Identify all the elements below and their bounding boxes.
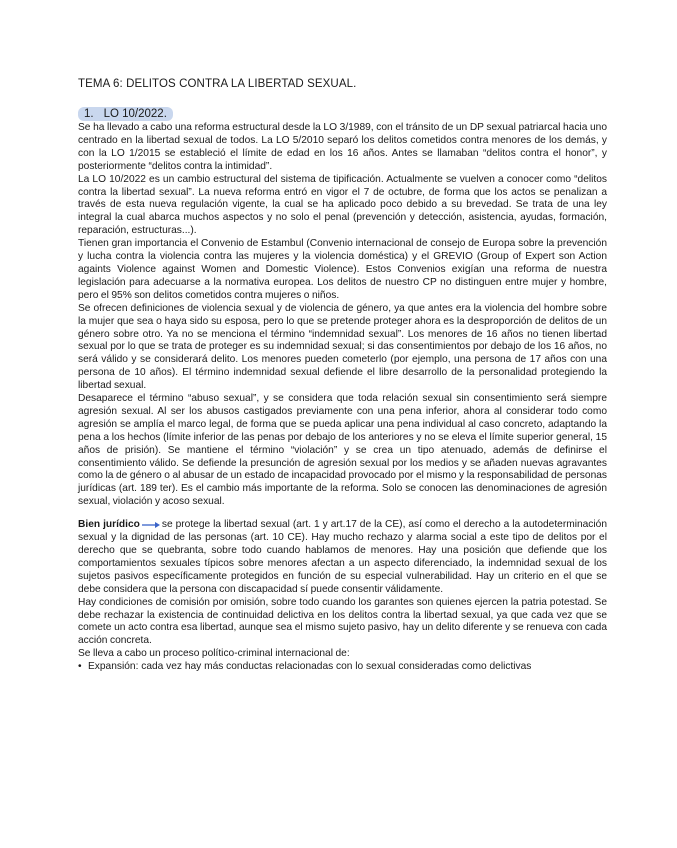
- bien-juridico-text: se protege la libertad sexual (art. 1 y art.17 de la CE), así como el derecho a la autodeterminación sexual y la dignidad de las personas (art. 10 CE). Hay mucho rechazo y alarma social a este tipo de delitos por el derecho que se quebranta, sobre todo cuando hablamos de menores. Hay una posición que defiende que los comportamientos sexuales típicos sobre menores afectan a un aspecto diferenciado, la indemnidad sexual de los sujetos pasivos específicamente protegidos en función de su especial vulnerabilidad. Hay un criterio en el que se debe considera que la persona con discapacidad sí puede consentir válidamente.: [78, 519, 607, 595]
- section-label: LO 10/2022.: [103, 108, 167, 120]
- paragraph: Se ha llevado a cabo una reforma estructural desde la LO 3/1989, con el tránsito de un DP sexual patriarcal hacia uno centrado en la libertad sexual de todos. La LO 5/2010 separó los delitos cometidos contra menores de los demás, y con la LO 1/2015 se estableció el límite de edad en los 16 años. Antes se llamaban “delitos contra el honor”, y posteriormente “delitos contra la intimidad”.: [78, 122, 607, 172]
- paragraph: Hay condiciones de comisión por omisión, sobre todo cuando los garantes son quienes ejercen la patria potestad. Se debe rechazar la existencia de continuidad delictiva en los delitos contra la libertad sexual, ya que cada vez que se comete un acto contra esa libertad, aunque sea el mismo sujeto pasivo, hay un delito diferente y se renueva con cada acción concreta.: [78, 596, 607, 647]
- spacer: [78, 509, 607, 519]
- paragraph: Se ofrecen definiciones de violencia sexual y de violencia de género, ya que antes era la violencia del hombre sobre la mujer que sea o haya sido su esposa, pero lo que se pretende proteger ahora es la desproporción de delitos de un género sobre otro. Ya no se menciona el término “indemnidad sexual”. Los menores de 16 años no tienen libertad sexual por lo que se trata de proteger es su indemnidad sexual; si das consentimientos por debajo de los 16 años, no será válido y se considerará delito. Los menores pueden cometerlo (por ejemplo, una persona de 17 años con una persona de 10 años). El término indemnidad sexual defiende el libre desarrollo de la personalidad protegiendo la libertad sexual.: [78, 302, 607, 392]
- arrow-right-icon: [141, 521, 161, 529]
- document-title: TEMA 6: DELITOS CONTRA LA LIBERTAD SEXUAL.: [78, 78, 357, 90]
- paragraph: Se lleva a cabo un proceso político-criminal internacional de:: [78, 648, 350, 660]
- paragraph: La LO 10/2022 es un cambio estructural del sistema de tipificación. Actualmente se vuelven a conocer como “delitos contra la libertad sexual”. La nueva reforma entró en vigor el 7 de octubre, de forma que los actos se penalizan a través de esta nueva regulación vigente, la cual se ha aplicado poco debido a su brevedad. Se trata de una ley integral la cual abarca muchos aspectos y no solo el penal (prevención y detección, asistencia, ayudas, formación, reparación, estructuras...).: [78, 173, 607, 237]
- list-item-text: Expansión: cada vez hay más conductas relacionadas con lo sexual consideradas como delictivas: [88, 661, 532, 673]
- bullet-icon: •: [78, 661, 82, 673]
- section-number: 1.: [84, 108, 94, 120]
- paragraph: Tienen gran importancia el Convenio de Estambul (Convenio internacional de consejo de Europa sobre la prevención y lucha contra la violencia contra las mujeres y la violencia doméstica) y el GREVIO (Group of Expert son Action againts Violence against Women and Domestic Violence). Estos Convenios exigían una reforma de nuestra legislación para adecuarse a la normativa europea. Los delitos de nuestro CP no distinguen entre mujer y hombre, pero el 95% son delitos cometidos contra mujeres o niños.: [78, 238, 607, 301]
- bien-juridico-label: Bien jurídico: [78, 519, 140, 531]
- paragraph: Desaparece el término “abuso sexual”, y se considera que toda relación sexual sin consentimiento será siempre agresión sexual. Al ser los abusos castigados previamente con una pena inferior, ahora al considerar todo como agresión se amplía el marco legal, de forma que se pueda aplicar una pena individual al caso concreto, adaptando la pena a los hechos (límite inferior de las penas por debajo de los anteriores y no se eleva el límite superior general, 15 años de prisión). Se mantiene el término “violación” y se crea un tipo atenuado, además de definirse el consentimiento válido. Se defiende la presunción de agresión sexual por los medios y se añaden nuevas agravantes como la de género o al abusar de un estado de incapacidad provocado por el mismo y la responsabilidad de personas jurídicas (art. 189 ter). Es el cambio más importante de la reforma. Solo se conocen las denominaciones de agresión sexual, violación y acoso sexual.: [78, 393, 607, 508]
- bien-juridico-paragraph: [78, 519, 607, 596]
- list-item: [78, 661, 607, 674]
- section-heading: [78, 107, 173, 121]
